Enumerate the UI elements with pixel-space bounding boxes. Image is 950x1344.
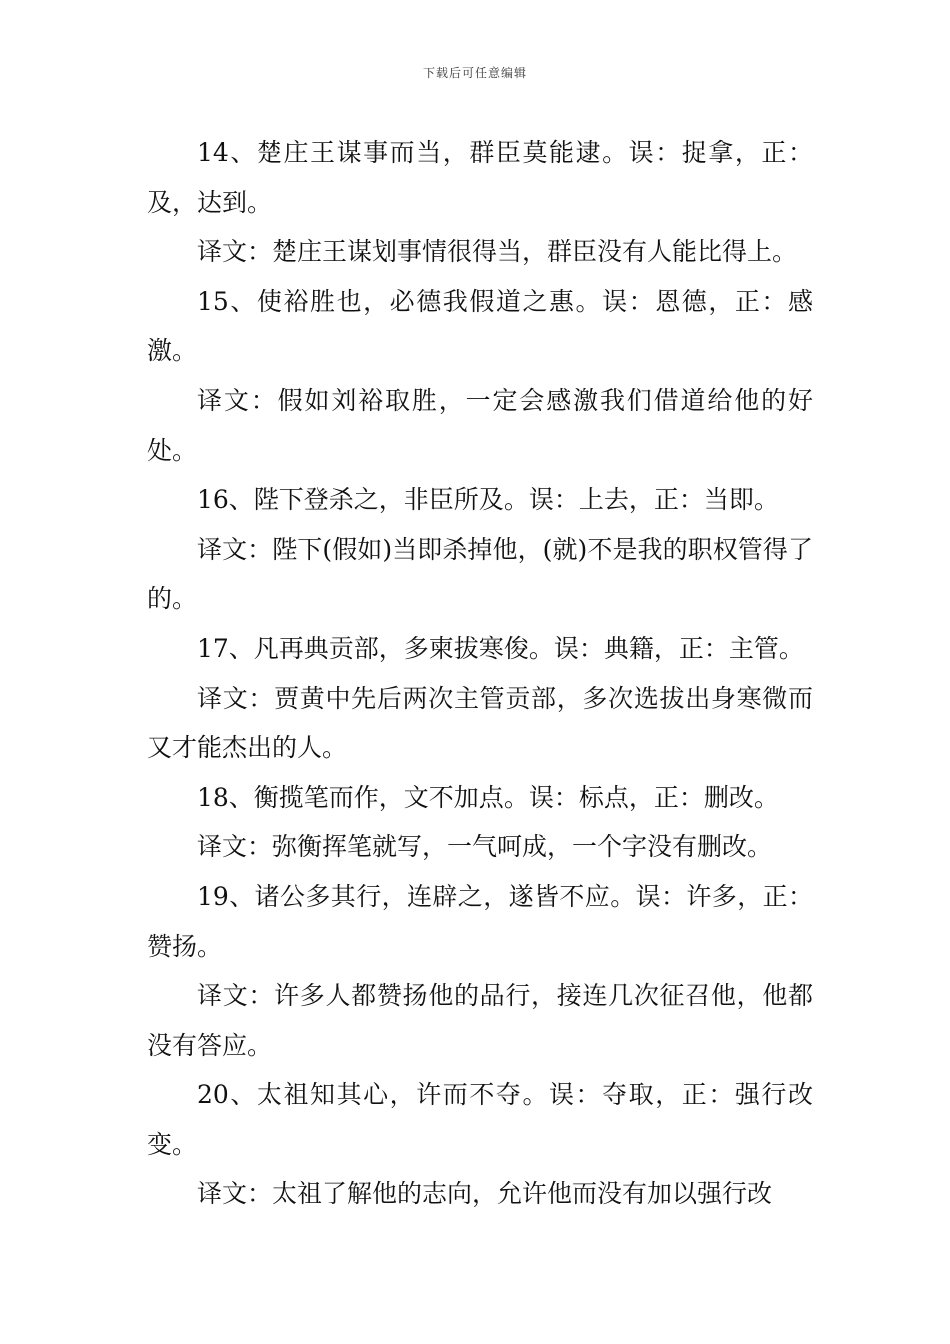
paragraph-16-original: 16、陛下登杀之，非臣所及。误：上去，正：当即。 (197, 485, 779, 515)
paragraph-18-original: 18、衡揽笔而作，文不加点。误：标点，正：删改。 (197, 782, 779, 812)
paragraph-16-translation: 译文：陛下(假如)当即杀掉他，(就)不是我的职权管得了的。 (147, 534, 813, 614)
paragraph-20-translation: 译文：太祖了解他的志向，允许他而没有加以强行改 (197, 1179, 773, 1209)
paragraph-18-translation: 译文：弥衡挥笔就写，一气呵成，一个字没有删改。 (197, 832, 773, 862)
paragraph-20-original: 20、太祖知其心，许而不夺。误：夺取，正：强行改变。 (147, 1080, 813, 1159)
paragraph-17-translation: 译文：贾黄中先后两次主管贡部，多次选拔出身寒微而又才能杰出的人。 (147, 683, 813, 763)
paragraph-17-original: 17、凡再典贡部，多柬拔寒俊。误：典籍，正：主管。 (197, 633, 804, 663)
paragraph-15-translation: 译文：假如刘裕取胜，一定会感激我们借道给他的好处。 (147, 385, 813, 465)
paragraph-14-translation: 译文：楚庄王谋划事情很得当，群臣没有人能比得上。 (197, 237, 798, 267)
paragraph-19-original: 19、诸公多其行，连辟之，遂皆不应。误：许多，正：赞扬。 (147, 881, 813, 961)
paragraph-19-translation: 译文：许多人都赞扬他的品行，接连几次征召他，他都没有答应。 (147, 981, 813, 1060)
document-body (147, 128, 813, 1219)
paragraph-15-original: 15、使裕胜也，必德我假道之惠。误：恩德，正：感激。 (147, 286, 813, 366)
page-header: 下载后可任意编辑 (422, 66, 527, 80)
paragraph-14-original: 14、楚庄王谋事而当，群臣莫能逮。误：捉拿，正：及，达到。 (147, 138, 813, 217)
